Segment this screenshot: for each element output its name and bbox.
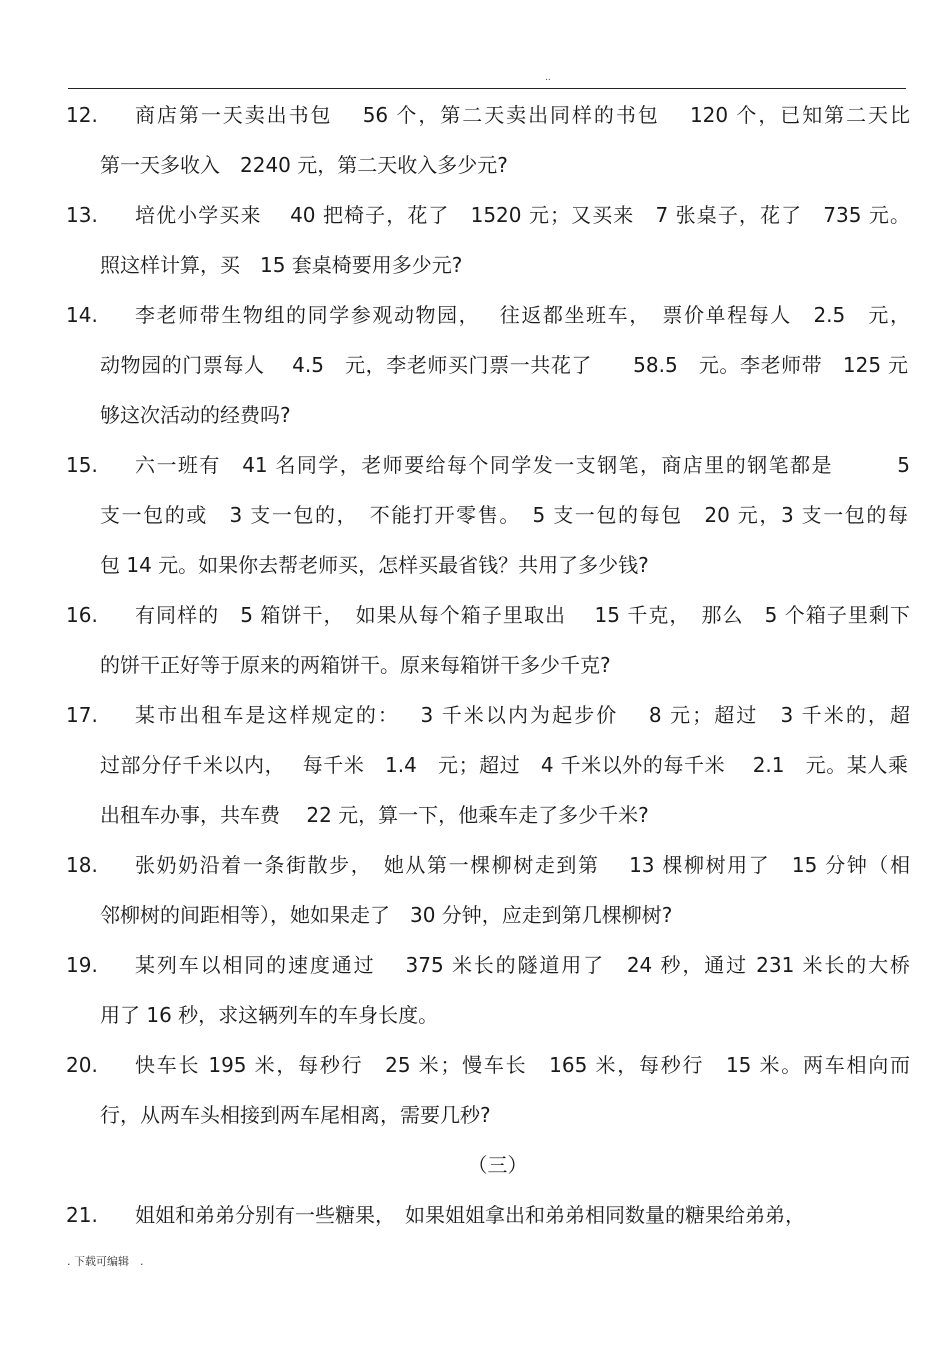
problem-line (0, 95, 950, 145)
problem-text: 商店第一天卖出书包 56 个，第二天卖出同样的书包 120 个，已知第二天比 (135, 103, 910, 127)
problem-text: 某列车以相同的速度通过 375 米长的隧道用了 24 秒，通过 231 米长的大桥 (135, 953, 910, 977)
problem-list (0, 95, 950, 1145)
problem-number: 12. (66, 103, 98, 127)
problem-item (0, 1045, 950, 1145)
problem-line (0, 345, 950, 395)
problem-item (0, 845, 950, 945)
problem-text: 用了 16 秒，求这辆列车的车身长度。 (100, 1003, 439, 1027)
problem-line (0, 795, 950, 845)
problem-text: 张奶奶沿着一条街散步， 她从第一棵柳树走到第 13 棵柳树用了 15 分钟（相 (135, 853, 910, 877)
problem-number: 17. (66, 703, 98, 727)
problem-item (0, 1195, 950, 1245)
problem-text: 出租车办事，共车费 22 元，算一下，他乘车走了多少千米? (100, 803, 649, 827)
problem-line (0, 445, 950, 495)
problem-text: 够这次活动的经费吗? (100, 403, 291, 427)
problem-line (0, 245, 950, 295)
problem-line (0, 495, 950, 545)
problem-line (0, 595, 950, 645)
problem-line (0, 145, 950, 195)
problem-text: 照这样计算，买 15 套桌椅要用多少元? (100, 253, 463, 277)
problem-text: 六一班有 41 名同学，老师要给每个同学发一支钢笔，商店里的钢笔都是 5 (135, 453, 910, 477)
problem-text: 快车长 195 米，每秒行 25 米；慢车长 165 米，每秒行 15 米。两车相向而 (135, 1053, 910, 1077)
page-footer: . 下载可编辑 . (67, 1255, 144, 1268)
problem-line (0, 1045, 950, 1095)
problem-text: 的饼干正好等于原来的两箱饼干。原来每箱饼干多少千克? (100, 653, 611, 677)
problem-text: 培优小学买来 40 把椅子，花了 1520 元；又买来 7 张桌子，花了 735 元。 (135, 203, 910, 227)
problem-text: 支一包的或 3 支一包的， 不能打开零售。 5 支一包的每包 20 元，3 支一包的每 (100, 503, 908, 527)
problem-line (0, 995, 950, 1045)
problem-line (0, 895, 950, 945)
problem-line (0, 1095, 950, 1145)
problem-line (0, 695, 950, 745)
problem-text: 行，从两车头相接到两车尾相离，需要几秒? (100, 1103, 491, 1127)
problem-number: 14. (66, 303, 98, 327)
problem-text: 邻柳树的间距相等），她如果走了 30 分钟，应走到第几棵柳树? (100, 903, 673, 927)
section-heading: （三） (467, 1153, 528, 1177)
problem-line (0, 295, 950, 345)
problem-number: 19. (66, 953, 98, 977)
problem-line (0, 545, 950, 595)
page-content (0, 95, 950, 1245)
problem-number: 16. (66, 603, 98, 627)
problem-item (0, 945, 950, 1045)
problem-number: 21. (66, 1203, 98, 1227)
header-marks: .. (545, 73, 551, 83)
problem-list-continued (0, 1195, 950, 1245)
problem-item (0, 595, 950, 695)
problem-item (0, 295, 950, 445)
problem-line (0, 945, 950, 995)
problem-number: 20. (66, 1053, 98, 1077)
problem-line (0, 195, 950, 245)
problem-item (0, 695, 950, 845)
problem-text: 姐姐和弟弟分别有一些糖果， 如果姐姐拿出和弟弟相同数量的糖果给弟弟， (135, 1203, 805, 1227)
problem-item (0, 445, 950, 595)
problem-number: 13. (66, 203, 98, 227)
problem-line (0, 395, 950, 445)
problem-text: 李老师带生物组的同学参观动物园， 往返都坐班车， 票价单程每人 2.5 元， (135, 303, 910, 327)
problem-item (0, 95, 950, 195)
problem-text: 过部分仔千米以内， 每千米 1.4 元；超过 4 千米以外的每千米 2.1 元。某人乘 (100, 753, 908, 777)
problem-text: 有同样的 5 箱饼干， 如果从每个箱子里取出 15 千克， 那么 5 个箱子里剩下 (135, 603, 910, 627)
problem-text: 动物园的门票每人 4.5 元，李老师买门票一共花了 58.5 元。李老师带 125 元 (100, 353, 908, 377)
problem-text: 第一天多收入 2240 元，第二天收入多少元? (100, 153, 508, 177)
problem-line (0, 845, 950, 895)
problem-text: 包 14 元。如果你去帮老师买，怎样买最省钱？共用了多少钱? (100, 553, 649, 577)
problem-number: 15. (66, 453, 98, 477)
problem-number: 18. (66, 853, 98, 877)
problem-item (0, 195, 950, 295)
problem-text: 某市出租车是这样规定的： 3 千米以内为起步价 8 元；超过 3 千米的，超 (135, 703, 910, 727)
problem-line (0, 745, 950, 795)
problem-line (0, 645, 950, 695)
header-rule (68, 88, 906, 89)
problem-line (0, 1195, 950, 1245)
